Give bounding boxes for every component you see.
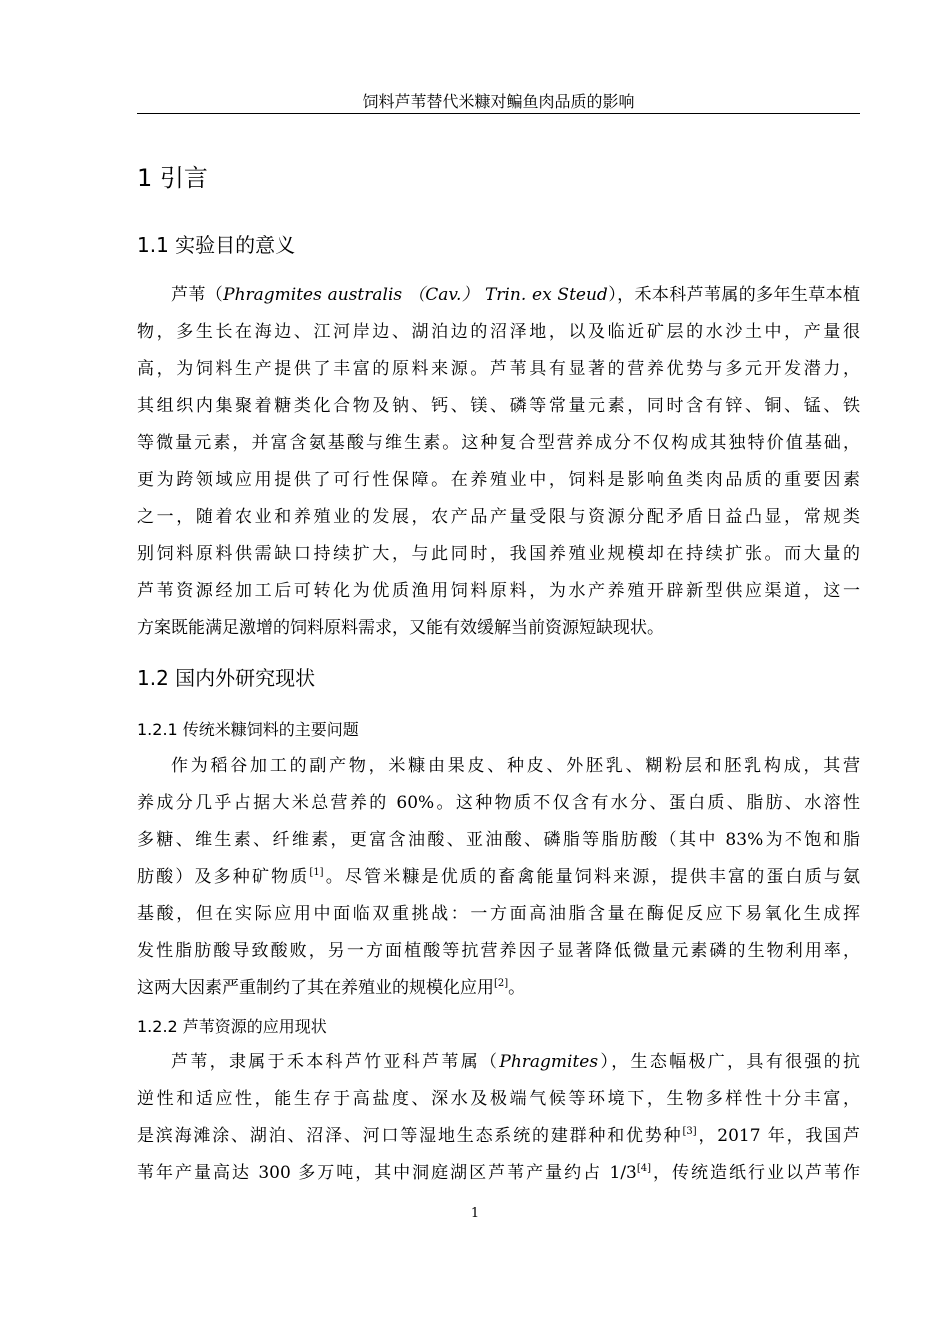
- paragraph-purpose: [137, 277, 860, 647]
- paragraph-line: 等微量元素，并富含氨基酸与维生素。这种复合型营养成分不仅构成其独特价值基础，: [137, 433, 860, 453]
- paragraph-line: 发性脂肪酸导致酸败，另一方面植酸等抗营养因子显著降低微量元素磷的生物利用率，: [137, 941, 860, 961]
- paragraph-line: 别饲料原料供需缺口持续扩大，与此同时，我国养殖业规模却在持续扩张。而大量的: [137, 544, 860, 564]
- section-heading-1-2-1: 1.2.1 传统米糠饲料的主要问题: [137, 720, 359, 739]
- section-heading-1-2: 1.2 国内外研究现状: [137, 666, 316, 690]
- paragraph-rice-bran: [137, 748, 860, 1007]
- paragraph-line: 是滨海滩涂、湖泊、沼泽、河口等湿地生态系统的建群种和优势种[3]，2017 年，我国芦: [137, 1126, 861, 1146]
- citation-ref: [4]: [636, 1163, 652, 1174]
- paragraph-line: 其组织内集聚着糖类化合物及钠、钙、镁、磷等常量元素，同时含有锌、铜、锰、铁: [137, 396, 860, 416]
- paragraph-line: 这两大因素严重制约了其在养殖业的规模化应用[2]。: [137, 978, 526, 998]
- paragraph-line: 芦苇资源经加工后可转化为优质渔用饲料原料，为水产养殖开辟新型供应渠道，这一: [137, 581, 860, 601]
- citation-ref: [2]: [494, 978, 509, 989]
- paragraph-line: 多糖、维生素、纤维素，更富含油酸、亚油酸、磷脂等脂肪酸（其中 83%为不饱和脂: [137, 830, 860, 850]
- paragraph-line: 更为跨领域应用提供了可行性保障。在养殖业中，饲料是影响鱼类肉品质的重要因素: [137, 470, 860, 490]
- latin-name: Phragmites australis （Cav.） Trin. ex Steud: [223, 285, 608, 305]
- paragraph-reed-use: [137, 1044, 860, 1192]
- paragraph-line: 方案既能满足激增的饲料原料需求，又能有效缓解当前资源短缺现状。: [137, 618, 664, 638]
- paragraph-line: 基酸，但在实际应用中面临双重挑战：一方面高油脂含量在酶促反应下易氧化生成挥: [137, 904, 860, 924]
- paragraph-line: 逆性和适应性，能生存于高盐度、深水及极端气候等环境下，生物多样性十分丰富，: [137, 1089, 860, 1109]
- paragraph-line: 作为稻谷加工的副产物，米糠由果皮、种皮、外胚乳、糊粉层和胚乳构成，其营: [171, 756, 860, 776]
- paragraph-line: 肪酸）及多种矿物质[1]。尽管米糠是优质的畜禽能量饲料来源，提供丰富的蛋白质与氨: [137, 867, 861, 887]
- citation-ref: [1]: [309, 867, 324, 878]
- paragraph-line: 之一，随着农业和养殖业的发展，农产品产量受限与资源分配矛盾日益凸显，常规类: [137, 507, 860, 527]
- section-heading-1-1: 1.1 实验目的意义: [137, 233, 296, 257]
- section-heading-1: 1 引言: [137, 164, 208, 192]
- paragraph-line: 物，多生长在海边、江河岸边、湖泊边的沼泽地，以及临近矿层的水沙土中，产量很: [137, 322, 860, 342]
- paragraph-line: 芦苇，隶属于禾本科芦竹亚科芦苇属（Phragmites），生态幅极广，具有很强的抗: [171, 1052, 861, 1072]
- paragraph-line: 芦苇（Phragmites australis （Cav.） Trin. ex Steud），禾本科芦苇属的多年生草本植: [171, 285, 861, 305]
- citation-ref: [3]: [682, 1126, 697, 1137]
- running-header: 饲料芦苇替代米糠对鳊鱼肉品质的影响: [137, 91, 860, 114]
- paragraph-line: 养成分几乎占据大米总营养的 60%。这种物质不仅含有水分、蛋白质、脂肪、水溶性: [137, 793, 860, 813]
- paragraph-line: 苇年产量高达 300 多万吨，其中洞庭湖区芦苇产量约占 1/3[4]，传统造纸行业以芦苇作: [137, 1163, 861, 1183]
- page-number: 1: [470, 1206, 480, 1221]
- section-heading-1-2-2: 1.2.2 芦苇资源的应用现状: [137, 1017, 327, 1036]
- latin-name: Phragmites: [499, 1052, 599, 1072]
- paragraph-line: 高，为饲料生产提供了丰富的原料来源。芦苇具有显著的营养优势与多元开发潜力，: [137, 359, 860, 379]
